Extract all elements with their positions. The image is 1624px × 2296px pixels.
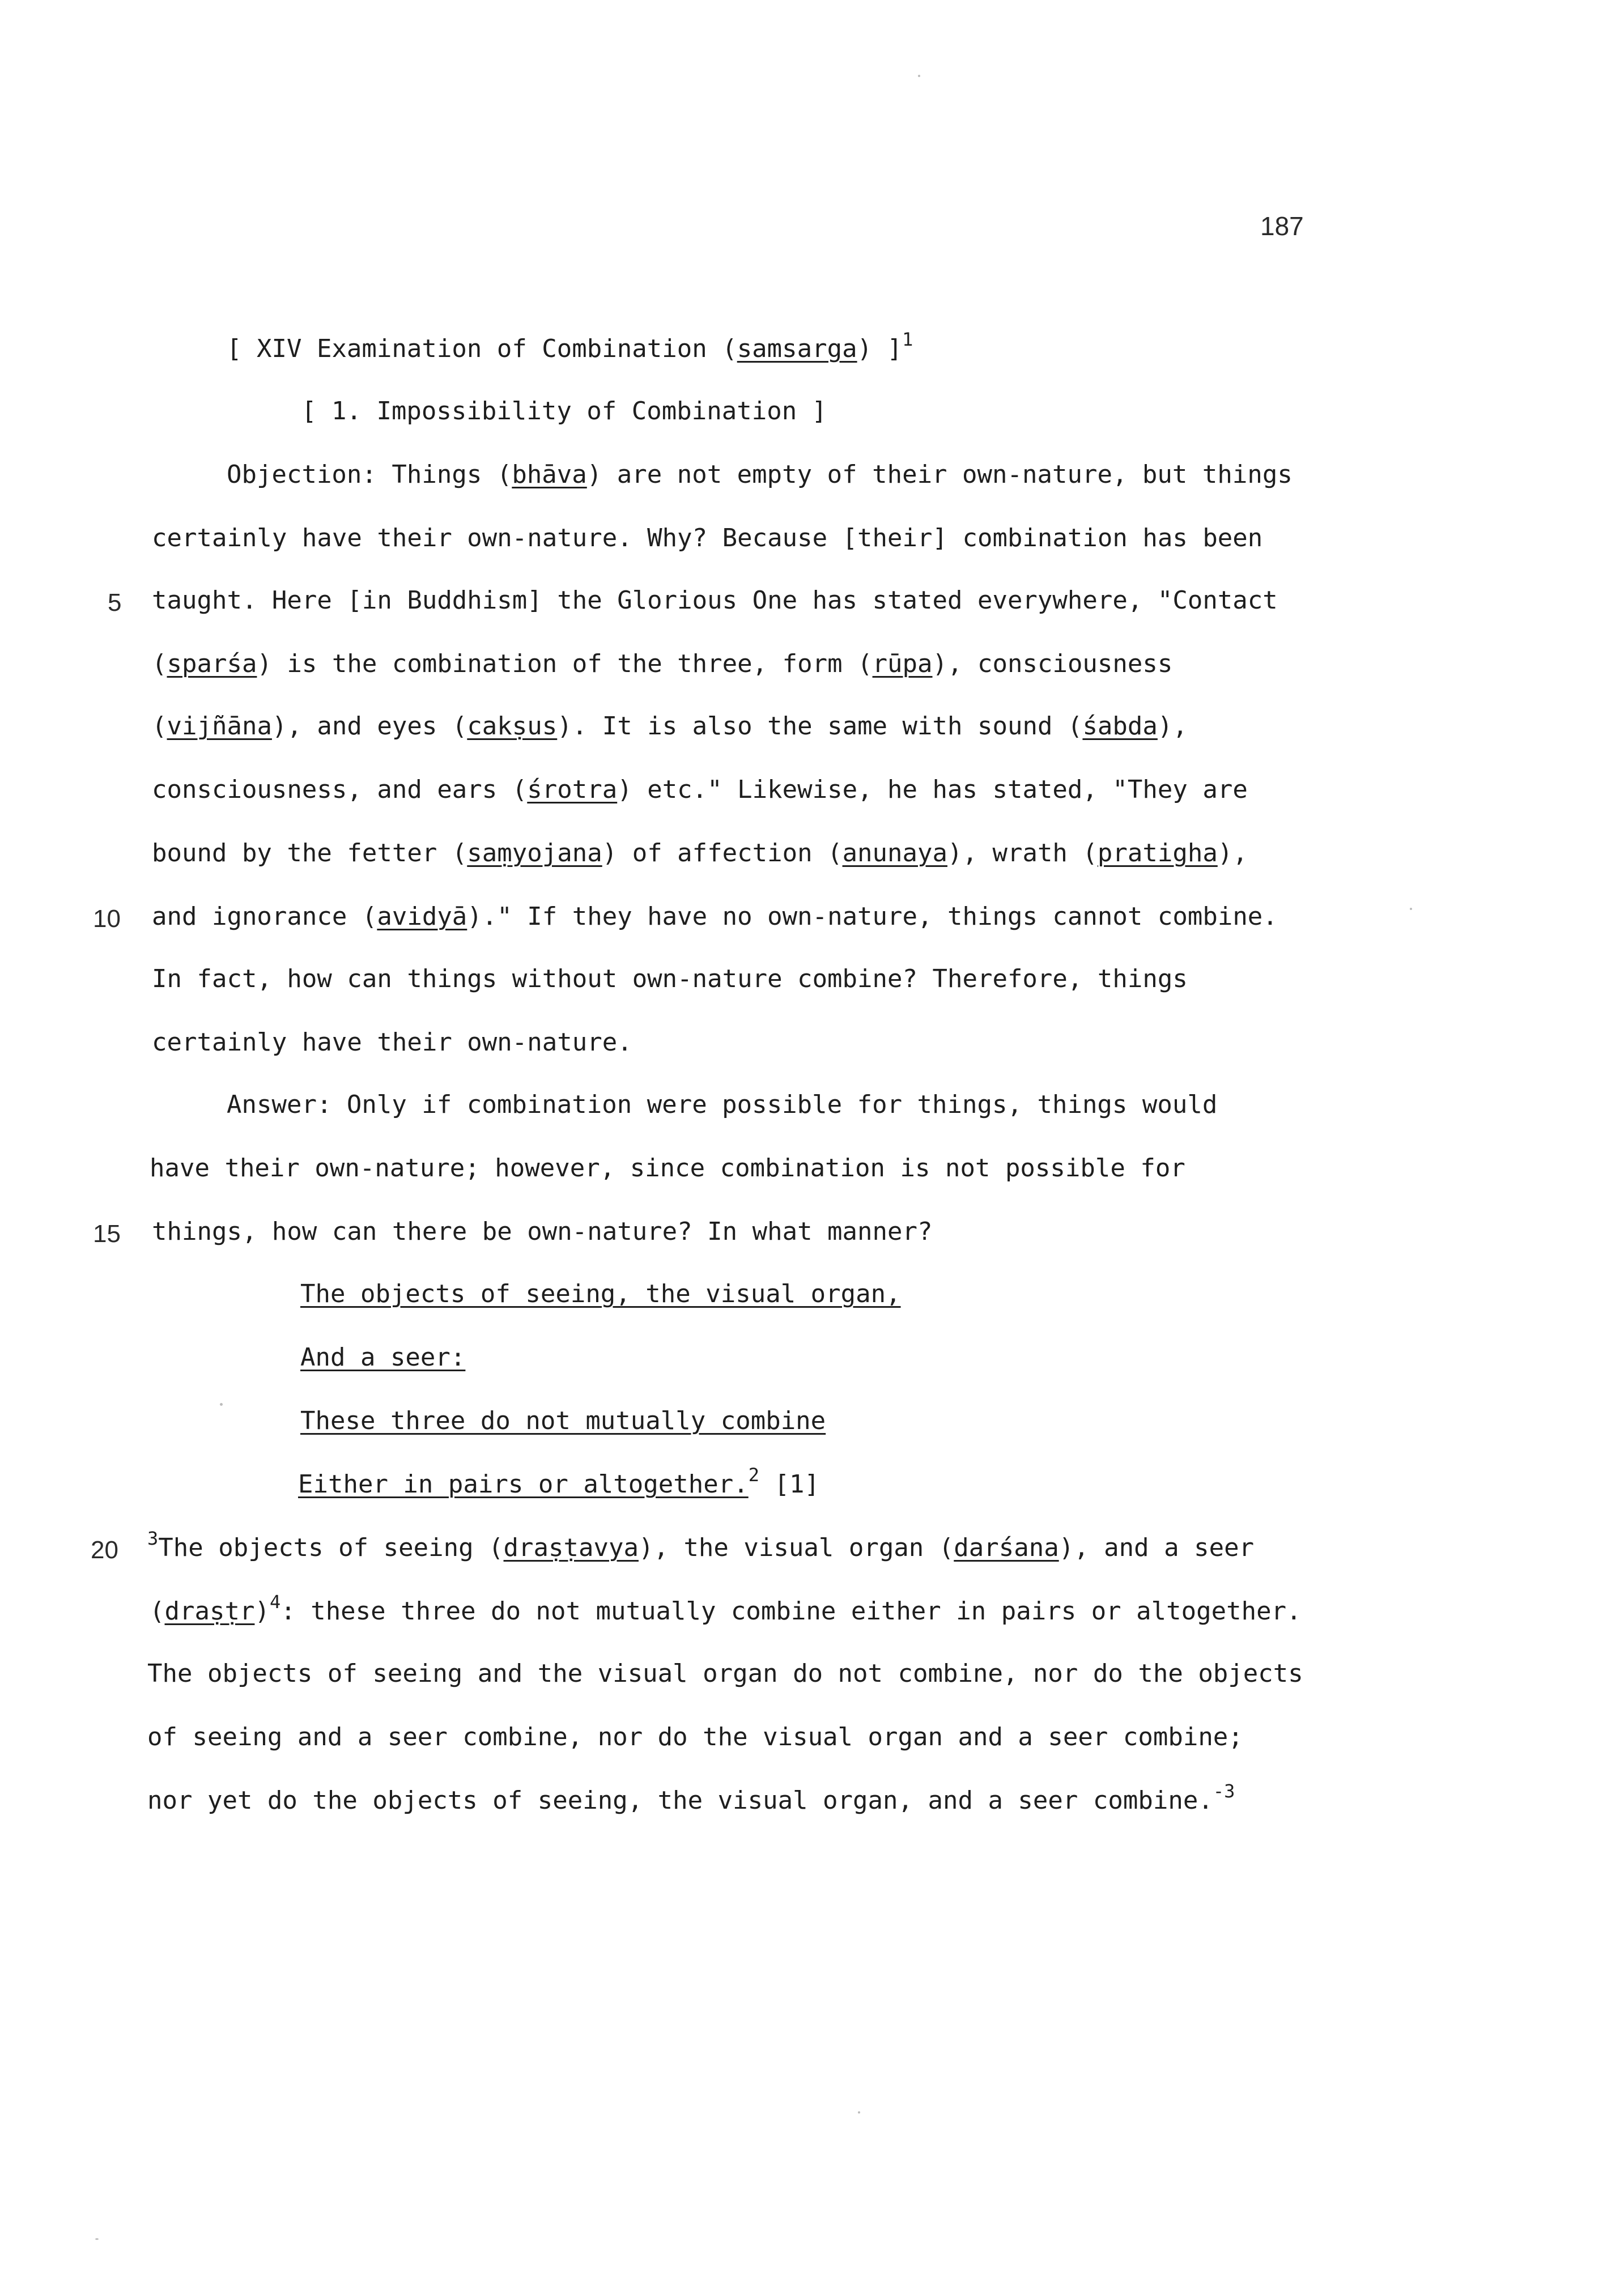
text-run: ), the visual organ ( — [638, 1533, 954, 1562]
text-run: ), — [1157, 712, 1188, 741]
sanskrit-term: rūpa — [872, 649, 933, 678]
sanskrit-term: vijñāna — [167, 712, 272, 741]
footnote-marker: 3 — [147, 1528, 159, 1550]
sanskrit-term: darśana — [954, 1533, 1059, 1562]
page-number: 187 — [1260, 211, 1304, 241]
footnote-ref: -3 — [1213, 1780, 1235, 1802]
sanskrit-term: avidyā — [377, 902, 467, 931]
text-run: ), wrath ( — [947, 839, 1098, 868]
body-line — [152, 837, 1248, 869]
title-footnote-ref: 1 — [902, 329, 913, 351]
scan-speck — [220, 1403, 223, 1406]
chapter-title — [227, 329, 913, 365]
sanskrit-term: bhāva — [512, 460, 587, 489]
verse-line: The objects of seeing, the visual organ, — [300, 1279, 901, 1308]
text-run: ), and eyes ( — [271, 712, 467, 741]
text-run: ). It is also the same with sound ( — [557, 712, 1083, 741]
text-run: ) is the combination of the three, form ( — [257, 649, 873, 678]
body-line — [152, 774, 1248, 806]
sanskrit-term: śrotra — [527, 775, 618, 804]
text-run: ), and a seer — [1058, 1533, 1255, 1562]
body-line — [152, 711, 1188, 742]
sanskrit-term: pratigha — [1097, 839, 1218, 868]
text-run: and ignorance ( — [152, 902, 377, 931]
scan-speck — [1410, 908, 1412, 910]
spacer — [759, 1470, 775, 1499]
title-bracket-close: ] — [887, 334, 903, 363]
title-suffix: ) — [857, 334, 887, 363]
section-subtitle: [ 1. Impossibility of Combination ] — [301, 397, 827, 426]
body-line: taught. Here [in Buddhism] the Glorious One has stated everywhere, "Contact — [152, 586, 1278, 615]
line-number: 15 — [93, 1220, 121, 1248]
commentary-line — [147, 1780, 1235, 1817]
title-bracket-open: [ — [227, 334, 242, 363]
scan-speck — [858, 2111, 860, 2114]
body-line: Answer: Only if combination were possible for things, things would — [227, 1090, 1218, 1119]
title-term: samsarga — [737, 334, 857, 363]
commentary-line — [150, 1591, 1302, 1627]
sanskrit-term: draṣṭr — [164, 1597, 255, 1626]
line-number: 5 — [108, 589, 122, 616]
verse-line: And a seer: — [300, 1343, 466, 1372]
body-line: In fact, how can things without own-nature combine? Therefore, things — [152, 964, 1188, 993]
body-line: things, how can there be own-nature? In what manner? — [152, 1217, 933, 1246]
line-number: 20 — [91, 1536, 118, 1564]
text-run: ), — [1217, 839, 1248, 868]
body-line — [152, 648, 1172, 680]
commentary-line: The objects of seeing and the visual organ do not combine, nor do the objects — [147, 1659, 1303, 1688]
verse-line: These three do not mutually combine — [300, 1406, 826, 1435]
verse-number: [1] — [774, 1470, 819, 1499]
body-line — [152, 901, 1278, 933]
sanskrit-term: anunaya — [842, 839, 947, 868]
scan-speck — [918, 75, 920, 77]
body-line: certainly have their own-nature. — [152, 1028, 632, 1057]
text-run: ) of affection ( — [602, 839, 843, 868]
text-run: )." If they have no own-nature, things cannot combine. — [467, 902, 1278, 931]
commentary-line: of seeing and a seer combine, nor do the visual organ and a seer combine; — [147, 1723, 1243, 1751]
text-run: ( — [152, 712, 167, 741]
text-run: The objects of seeing ( — [158, 1533, 504, 1562]
scan-speck — [95, 2238, 99, 2240]
text-run: ( — [152, 649, 167, 678]
sanskrit-term: saṃyojana — [467, 839, 602, 868]
text-run: nor yet do the objects of seeing, the visual organ, and a seer combine. — [147, 1786, 1213, 1815]
text-run: : these three do not mutually combine either in pairs or altogether. — [280, 1597, 1302, 1626]
verse-line-last — [298, 1464, 819, 1500]
commentary-line — [147, 1528, 1255, 1564]
body-line — [227, 459, 1293, 491]
verse-footnote-ref: 2 — [748, 1464, 759, 1486]
text-run: ( — [150, 1597, 165, 1626]
sanskrit-term: draṣṭavya — [503, 1533, 639, 1562]
sanskrit-term: sparśa — [167, 649, 257, 678]
text-run: ) — [254, 1597, 270, 1626]
text-run: Objection: Things ( — [227, 460, 512, 489]
text-run: bound by the fetter ( — [152, 839, 467, 868]
body-line: have their own-nature; however, since combination is not possible for — [150, 1154, 1185, 1183]
title-prefix: XIV Examination of Combination ( — [241, 334, 737, 363]
sanskrit-term: śabda — [1082, 712, 1158, 741]
footnote-ref: 4 — [269, 1591, 281, 1613]
text-run: ) are not empty of their own-nature, but things — [586, 460, 1293, 489]
text-run: ), consciousness — [932, 649, 1173, 678]
sanskrit-term: cakṣus — [467, 712, 558, 741]
verse-text: Either in pairs or altogether. — [298, 1470, 749, 1499]
body-line: certainly have their own-nature. Why? Because [their] combination has been — [152, 524, 1263, 552]
text-run: consciousness, and ears ( — [152, 775, 528, 804]
line-number: 10 — [93, 905, 121, 933]
text-run: ) etc." Likewise, he has stated, "They are — [617, 775, 1248, 804]
